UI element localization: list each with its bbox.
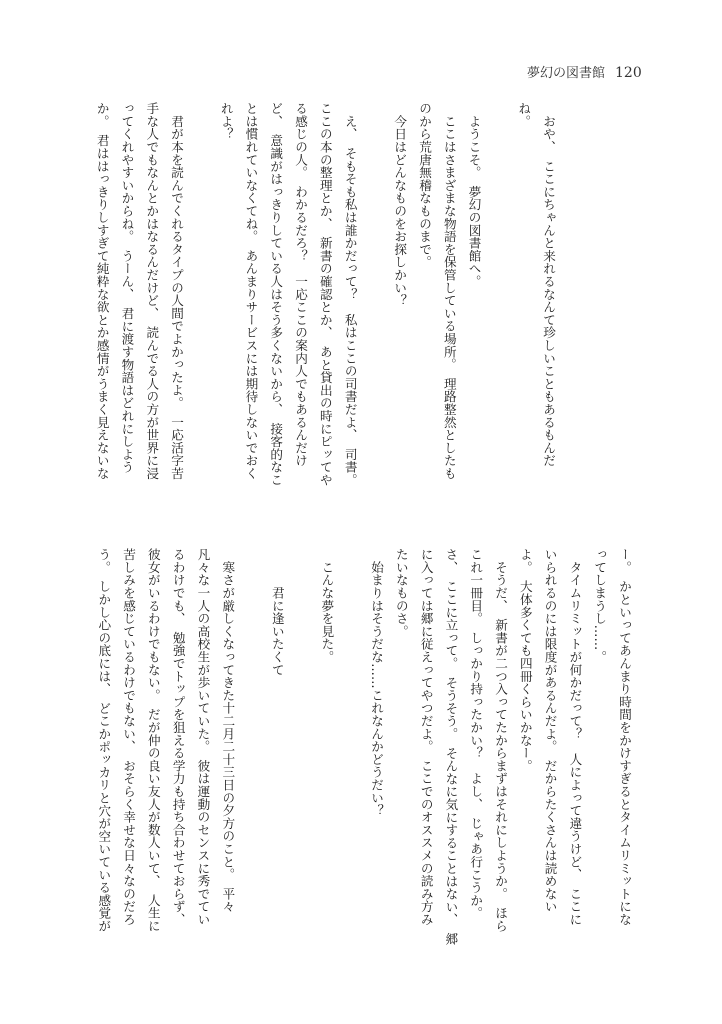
text-column: 始まりはそうだな……これなんかどうだい？: [369, 548, 385, 817]
text-column: 今日はどんなものをお探しかい？: [392, 102, 408, 307]
text-column: 手な人でもなんとかはなるんだけど、 読んでる人の方が世界に浸: [144, 102, 160, 480]
upper-text-block: [89, 102, 560, 512]
text-column: そうだ、 新書が二つ入ってたからまずはそれにしようか。 ほら: [493, 548, 509, 933]
text-column: こんな夢を見た。: [319, 548, 335, 664]
page-number: 120: [615, 65, 642, 81]
lower-text-block: [90, 548, 636, 958]
text-column: ここの本の整理とか、 新書の確認とか、 あと貸出の時にピッてや: [317, 102, 333, 487]
text-column: ね。: [516, 102, 532, 128]
blank-line: [362, 102, 387, 512]
blank-line: [289, 548, 314, 958]
text-column: か。 君ははっきりしすぎて純粋な欲とか感情がうまく見えないな: [94, 102, 110, 480]
text-column: 彼女がいるわけでもない。 だが仲の良い友人が数人いて、 人生に: [145, 548, 161, 933]
text-column: たいなものさ。: [393, 548, 409, 638]
text-column: ようこそ。 夢幻の図書館へ。: [466, 102, 482, 288]
text-column: ー。 かといってあんまり時間をかけすぎるとタイムリミットにな: [617, 548, 632, 926]
text-column: おや、 ここにちゃんと来れるなんて珍しいこともあるもんだ: [541, 102, 556, 467]
text-column: よ。 大体多くても四冊くらいかなー。: [517, 548, 533, 773]
text-column: に入っては郷に従えってやつだよ。 ここでのオススメの読み方み: [418, 548, 434, 926]
text-column: ど、 意識がはっきりしている人はそう多くないから、 接客的なこ: [268, 102, 284, 487]
text-column: れよ？: [218, 102, 234, 141]
text-column: 寒さが厳しくなってきた十二月二十三日の夕方のこと。 平々: [220, 548, 236, 913]
text-column: 君が本を読んでくれるタイプの人間でよかったよ。 一応活字苦: [169, 102, 185, 480]
chapter-title: 君に逢いたくて: [269, 548, 285, 676]
text-column: とは慣れていなくてね。 あんまりサービスには期待しないでおく: [243, 102, 259, 480]
text-column: ここはさまざまな物語を保管している場所。 理路整然としたも: [441, 102, 457, 480]
text-column: るわけでも、 勉強でトップを狙える学力も持ち合わせておらず、: [170, 548, 186, 926]
text-column: これ一冊目。 しっかり持ったかい？ よし、 じゃあ行こうか。: [468, 548, 484, 920]
blank-line: [239, 548, 264, 958]
text-column: タイムリミットが何かだって？ 人によって違うけど、 ここに: [567, 548, 583, 926]
text-column: う。 しかし心の底には、 どこかポッカリと穴が空いている感覚が: [96, 548, 112, 933]
blank-line: [338, 548, 363, 958]
text-column: 凡々な一人の高校生が歩いていた。 彼は運動のセンスに秀でてい: [195, 548, 211, 926]
book-title: 夢幻の図書館: [527, 66, 606, 81]
text-column: のから荒唐無稽なものまで。: [417, 102, 433, 269]
blank-line: [188, 102, 213, 512]
text-column: さ、 ここに立って。 そうそう。 そんなに気にすることはない、 郷: [443, 548, 459, 946]
text-column: え、 そもそも私は誰かだって？ 私はここの司書だよ、 司書。: [342, 102, 358, 487]
text-column: ってくれやすいからね。 うーん、 君に渡す物語はどれにしよう: [119, 102, 135, 474]
text-column: いられるのには限度があるんだよ。 だからたくさんは読めない: [542, 548, 558, 913]
text-column: 苦しみを感じているわけでもない、 おそらく幸せな日々なのだろ: [121, 548, 137, 926]
blank-line: [486, 102, 511, 512]
text-column: る感じの人。 わかるだろ？ 一応ここの案内人でもあるんだけ: [293, 102, 309, 467]
running-header: [527, 62, 642, 81]
text-column: ってしまうし……。: [592, 548, 608, 664]
